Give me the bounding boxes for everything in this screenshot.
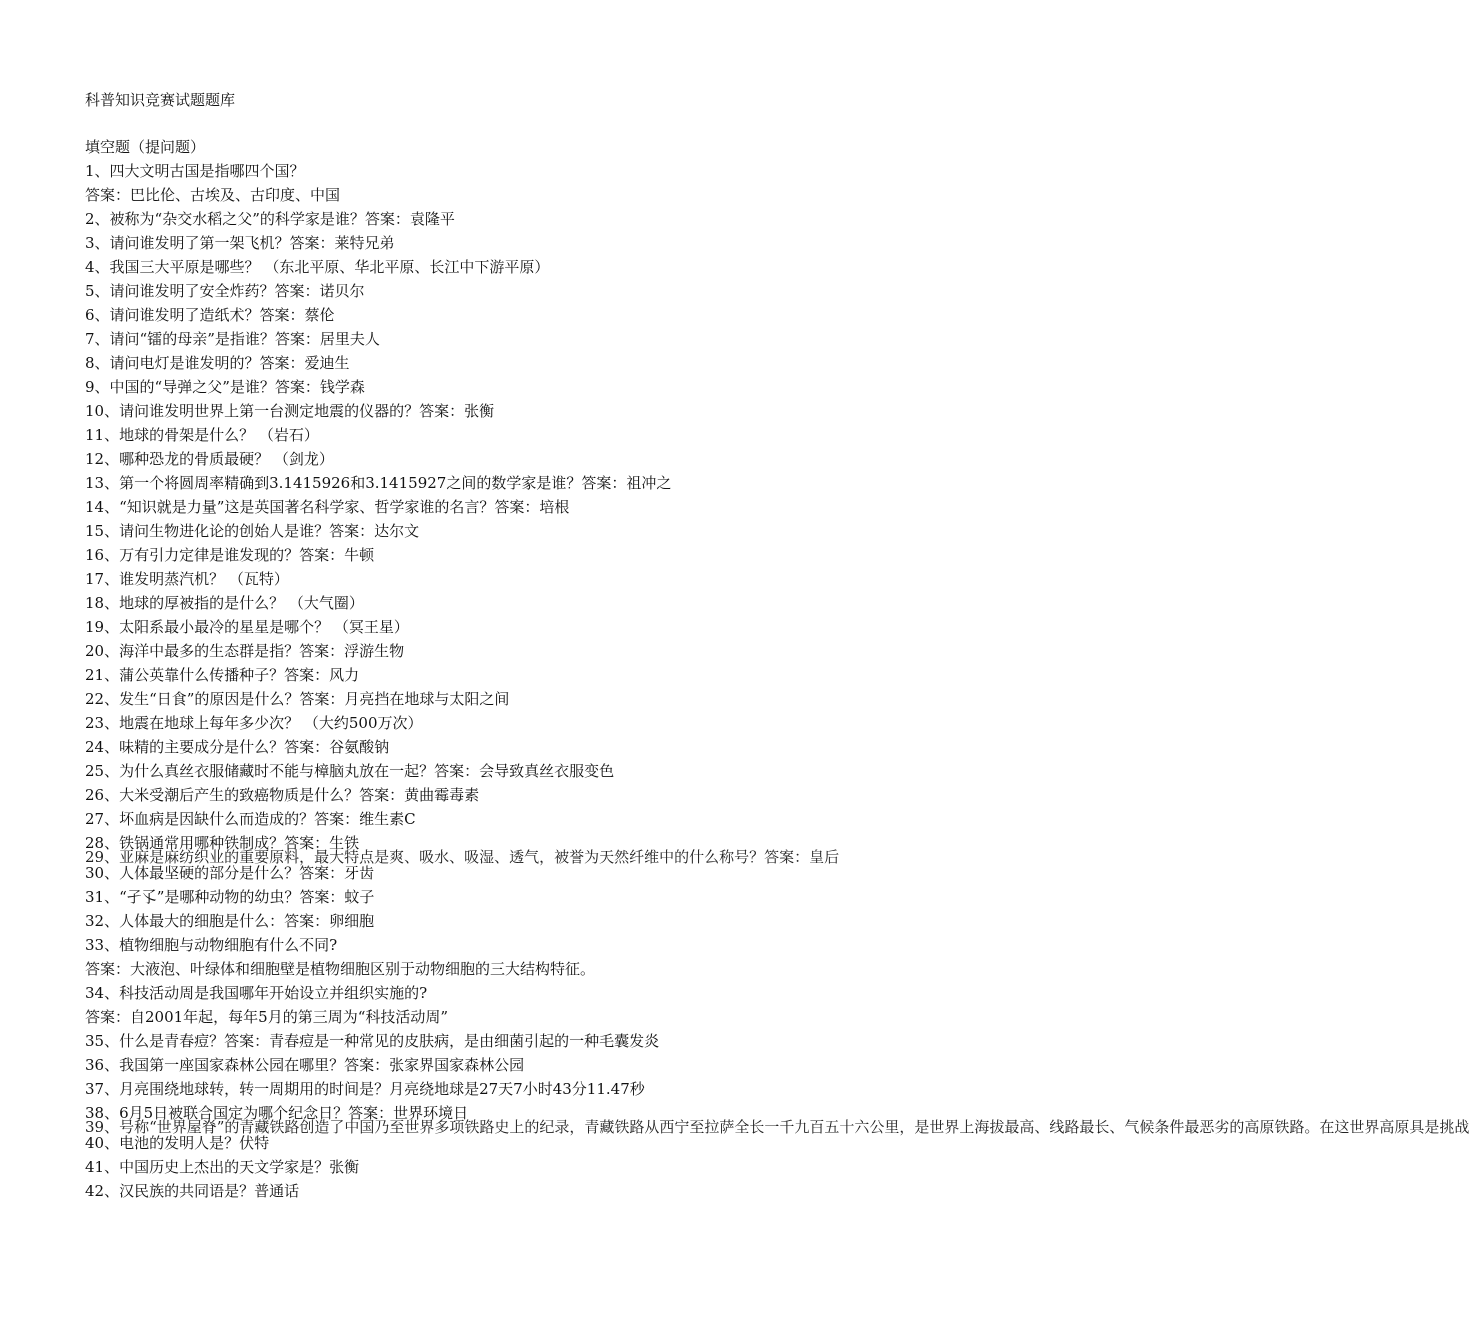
question-line: 7、请问“镭的母亲”是指谁？答案：居里夫人 bbox=[85, 330, 380, 348]
question-line: 35、什么是青春痘？答案：青春痘是一种常见的皮肤病，是由细菌引起的一种毛囊发炎 bbox=[85, 1032, 660, 1050]
question-list bbox=[85, 160, 1469, 1204]
question-line: 23、地震在地球上每年多少次？ （大约500万次） bbox=[85, 714, 423, 732]
question-line: 32、人体最大的细胞是什么：答案：卵细胞 bbox=[85, 912, 375, 930]
question-line: 36、我国第一座国家森林公园在哪里？答案：张家界国家森林公园 bbox=[85, 1056, 525, 1074]
question-line: 12、哪种恐龙的骨质最硬？ （剑龙） bbox=[85, 450, 334, 468]
question-line: 2、被称为“杂交水稻之父”的科学家是谁？答案：袁隆平 bbox=[85, 210, 455, 228]
question-line: 8、请问电灯是谁发明的？答案：爱迪生 bbox=[85, 354, 350, 372]
document-title: 科普知识竞赛试题题库 bbox=[85, 91, 236, 109]
question-line: 40、电池的发明人是？伏特 bbox=[85, 1134, 270, 1152]
question-line: 30、人体最坚硬的部分是什么？答案：牙齿 bbox=[85, 864, 375, 882]
question-line: 17、谁发明蒸汽机？ （瓦特） bbox=[85, 570, 289, 588]
question-line: 6、请问谁发明了造纸术？答案：蔡伦 bbox=[85, 306, 335, 324]
question-line: 24、味精的主要成分是什么？答案：谷氨酸钠 bbox=[85, 738, 390, 756]
section-heading: 填空题（提问题） bbox=[85, 138, 206, 156]
question-line: 27、坏血病是因缺什么而造成的？答案：维生素C bbox=[85, 810, 416, 828]
question-line: 21、蒲公英靠什么传播种子？答案：风力 bbox=[85, 666, 360, 684]
question-line: 18、地球的厚被指的是什么？ （大气圈） bbox=[85, 594, 364, 612]
question-line: 22、发生“日食”的原因是什么？答案：月亮挡在地球与太阳之间 bbox=[85, 690, 510, 708]
question-line: 10、请问谁发明世界上第一台测定地震的仪器的？答案：张衡 bbox=[85, 402, 495, 420]
question-text: 39、号称“世界屋脊”的青藏铁路创造了中国乃至世界多项铁路史上的纪录，青藏铁路从西宁至拉萨全长一千九百五十六公里，是世界上海拔最高、线路最长、气候条件最恶劣的高原铁路。在这世界高原具是挑战 bbox=[85, 1118, 1469, 1136]
question-line: 1、四大文明古国是指哪四个国？ bbox=[85, 162, 305, 180]
question-line: 42、汉民族的共同语是？普通话 bbox=[85, 1182, 300, 1200]
question-line: 38、6月5日被联合国定为哪个纪念日？答案：世界环境日 bbox=[85, 1104, 469, 1122]
question-line: 3、请问谁发明了第一架飞机？答案：莱特兄弟 bbox=[85, 234, 395, 252]
question-line: 9、中国的“导弹之父”是谁？答案：钱学森 bbox=[85, 378, 365, 396]
question-line: 25、为什么真丝衣服储藏时不能与樟脑丸放在一起？答案：会导致真丝衣服变色 bbox=[85, 762, 615, 780]
question-line: 31、“孑孓”是哪种动物的幼虫？答案：蚊子 bbox=[85, 888, 375, 906]
question-line: 答案：自2001年起，每年5月的第三周为“科技活动周” bbox=[85, 1008, 449, 1026]
question-line: 11、地球的骨架是什么？ （岩石） bbox=[85, 426, 319, 444]
question-line: 16、万有引力定律是谁发现的？答案：牛顿 bbox=[85, 546, 375, 564]
question-text: 29、亚麻是麻纺织业的重要原料，最大特点是爽、吸水、吸湿、透气，被誉为天然纤维中的什么称号？答案：皇后 bbox=[85, 848, 840, 866]
question-line: 28、铁锅通常用哪种铁制成？答案：生铁 bbox=[85, 834, 360, 852]
question-line: 15、请问生物进化论的创始人是谁？答案：达尔文 bbox=[85, 522, 420, 540]
question-line: 4、我国三大平原是哪些？ （东北平原、华北平原、长江中下游平原） bbox=[85, 258, 550, 276]
question-line: 26、大米受潮后产生的致癌物质是什么？答案：黄曲霉毒素 bbox=[85, 786, 480, 804]
question-line: 37、月亮围绕地球转，转一周期用的时间是？月亮绕地球是27天7小时43分11.47秒 bbox=[85, 1080, 645, 1098]
question-line: 14、“知识就是力量”这是英国著名科学家、哲学家谁的名言？答案：培根 bbox=[85, 498, 570, 516]
question-line: 13、第一个将圆周率精确到3.1415926和3.1415927之间的数学家是谁？答案：祖冲之 bbox=[85, 474, 672, 492]
question-line: 19、太阳系最小最冷的星星是哪个？ （冥王星） bbox=[85, 618, 409, 636]
question-line: 20、海洋中最多的生态群是指？答案：浮游生物 bbox=[85, 642, 405, 660]
question-line: 答案：大液泡、叶绿体和细胞壁是植物细胞区别于动物细胞的三大结构特征。 bbox=[85, 960, 596, 978]
question-line: 34、科技活动周是我国哪年开始设立并组织实施的? bbox=[85, 984, 428, 1002]
question-line: 5、请问谁发明了安全炸药？答案：诺贝尔 bbox=[85, 282, 365, 300]
question-line: 41、中国历史上杰出的天文学家是？张衡 bbox=[85, 1158, 360, 1176]
clipped-question-line bbox=[85, 848, 875, 866]
clipped-question-line bbox=[85, 1118, 1469, 1136]
question-line: 33、植物细胞与动物细胞有什么不同? bbox=[85, 936, 338, 954]
question-line: 答案：巴比伦、古埃及、古印度、中国 bbox=[85, 186, 341, 204]
